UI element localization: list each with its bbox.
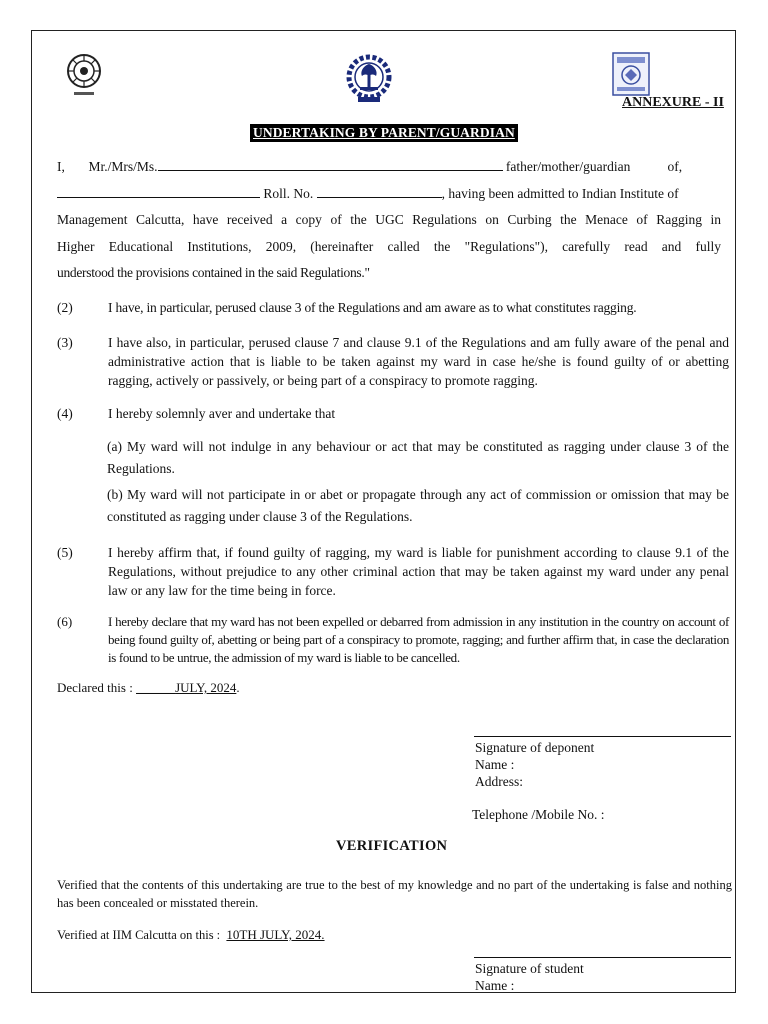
page-title: UNDERTAKING BY PARENT/GUARDIAN: [250, 124, 518, 142]
annexure-label: ANNEXURE - II: [622, 95, 724, 110]
intro-title-prefix: Mr./Mrs/Ms.: [88, 159, 158, 174]
verification-text: Verified that the contents of this undertaking are true to the best of my knowledge and no part of the undertaking is false and nothing has been concealed or misstated therein.: [57, 878, 732, 910]
verification-at-label: Verified at IIM Calcutta on this :: [57, 928, 221, 942]
seal-logo-icon: [62, 52, 106, 102]
intro-line-4: Higher Educational Institutions, 2009, (hereinafter called the "Regulations"), carefully read and fully: [57, 238, 721, 254]
intro-line-1: [57, 154, 721, 181]
clause-text: I hereby declare that my ward has not been expelled or debarred from admission in any institution in the country on account of being found guilty of, abetting or being part of a conspiracy to promote, ragging; and further affirm that, in case the declaration is found to be untrue, the admission of my ward is liable to be cancelled.: [108, 614, 729, 665]
clause-text: I hereby solemnly aver and undertake that: [108, 406, 336, 421]
intro-paragraph: [57, 154, 721, 287]
clause-number: (4): [57, 406, 73, 421]
verification-place-line: [57, 927, 325, 943]
intro-line-2: [57, 181, 721, 208]
clause-number: (5): [57, 545, 73, 560]
intro-line-5: understood the provisions contained in the said Regulations.": [57, 265, 370, 280]
clause-number: (3): [57, 335, 73, 350]
student-name-label: Name :: [475, 978, 515, 993]
subclause-a: [107, 436, 729, 480]
deponent-address-label: Address:: [475, 774, 523, 789]
intro-line-3: Management Calcutta, have received a copy of the UGC Regulations on Curbing the Menace of Ragging in: [57, 212, 721, 227]
deponent-block: [475, 739, 594, 790]
stamp-logo-icon: [612, 52, 650, 96]
roll-label: Roll. No.: [263, 185, 314, 201]
declared-dot: .: [236, 680, 240, 695]
intro-of: of,: [667, 159, 683, 174]
intro-i: I,: [57, 159, 65, 174]
subclause-b: [107, 484, 729, 528]
ward-name-blank[interactable]: [57, 186, 260, 198]
name-blank[interactable]: [158, 159, 503, 171]
declared-month: JULY, 2024: [175, 680, 237, 695]
roll-blank[interactable]: [317, 186, 442, 198]
deponent-phone-label: Telephone /Mobile No. :: [472, 807, 605, 822]
intro-relation: father/mother/guardian: [505, 159, 631, 174]
deponent-signature-label: Signature of deponent: [475, 740, 595, 755]
clause-text: I have also, in particular, perused clause 7 and clause 9.1 of the Regulations and am fully aware of the penal and administrative action that is liable to be taken against my ward in case he/she is found guilty of or abetting ragging, actively or passively, or being part of a conspiracy to promote ragging.: [108, 335, 729, 388]
subclause-label: (b): [107, 487, 123, 502]
clause-number: (2): [57, 300, 73, 315]
subclause-text: My ward will not participate in or abet or propagate through any act of commission or omission that may be constituted as ragging under clause 3 of the Regulations.: [107, 487, 729, 524]
verification-heading: VERIFICATION: [336, 838, 448, 854]
intro-admitted: , having been admitted to Indian Institute of: [441, 185, 679, 201]
clause-text: I hereby affirm that, if found guilty of ragging, my ward is liable for punishment according to clause 9.1 of the Regulations, without prejudice to any other criminal action that may be taken against my ward under any penal law or any law for the time being in force.: [108, 545, 729, 598]
student-block: [475, 960, 584, 994]
declared-date[interactable]: [136, 680, 236, 695]
student-signature-label: Signature of student: [475, 961, 584, 976]
subclause-text: My ward will not indulge in any behaviour or act that may be constituted as ragging under clause 3 of the Regulations.: [107, 439, 729, 476]
deponent-name-label: Name :: [475, 757, 515, 772]
declared-label: Declared this :: [57, 680, 133, 695]
iim-calcutta-logo-icon: [344, 52, 394, 104]
deponent-signature-line[interactable]: [474, 736, 731, 737]
student-signature-line[interactable]: [474, 957, 731, 958]
subclause-label: (a): [107, 439, 122, 454]
clause-number: (6): [57, 614, 73, 629]
declared-line: [57, 680, 240, 696]
declared-blank: ______: [136, 680, 176, 695]
clause-text: I have, in particular, perused clause 3 of the Regulations and am aware as to what constitutes ragging.: [108, 300, 637, 315]
verification-date: 10TH JULY, 2024.: [226, 927, 325, 942]
